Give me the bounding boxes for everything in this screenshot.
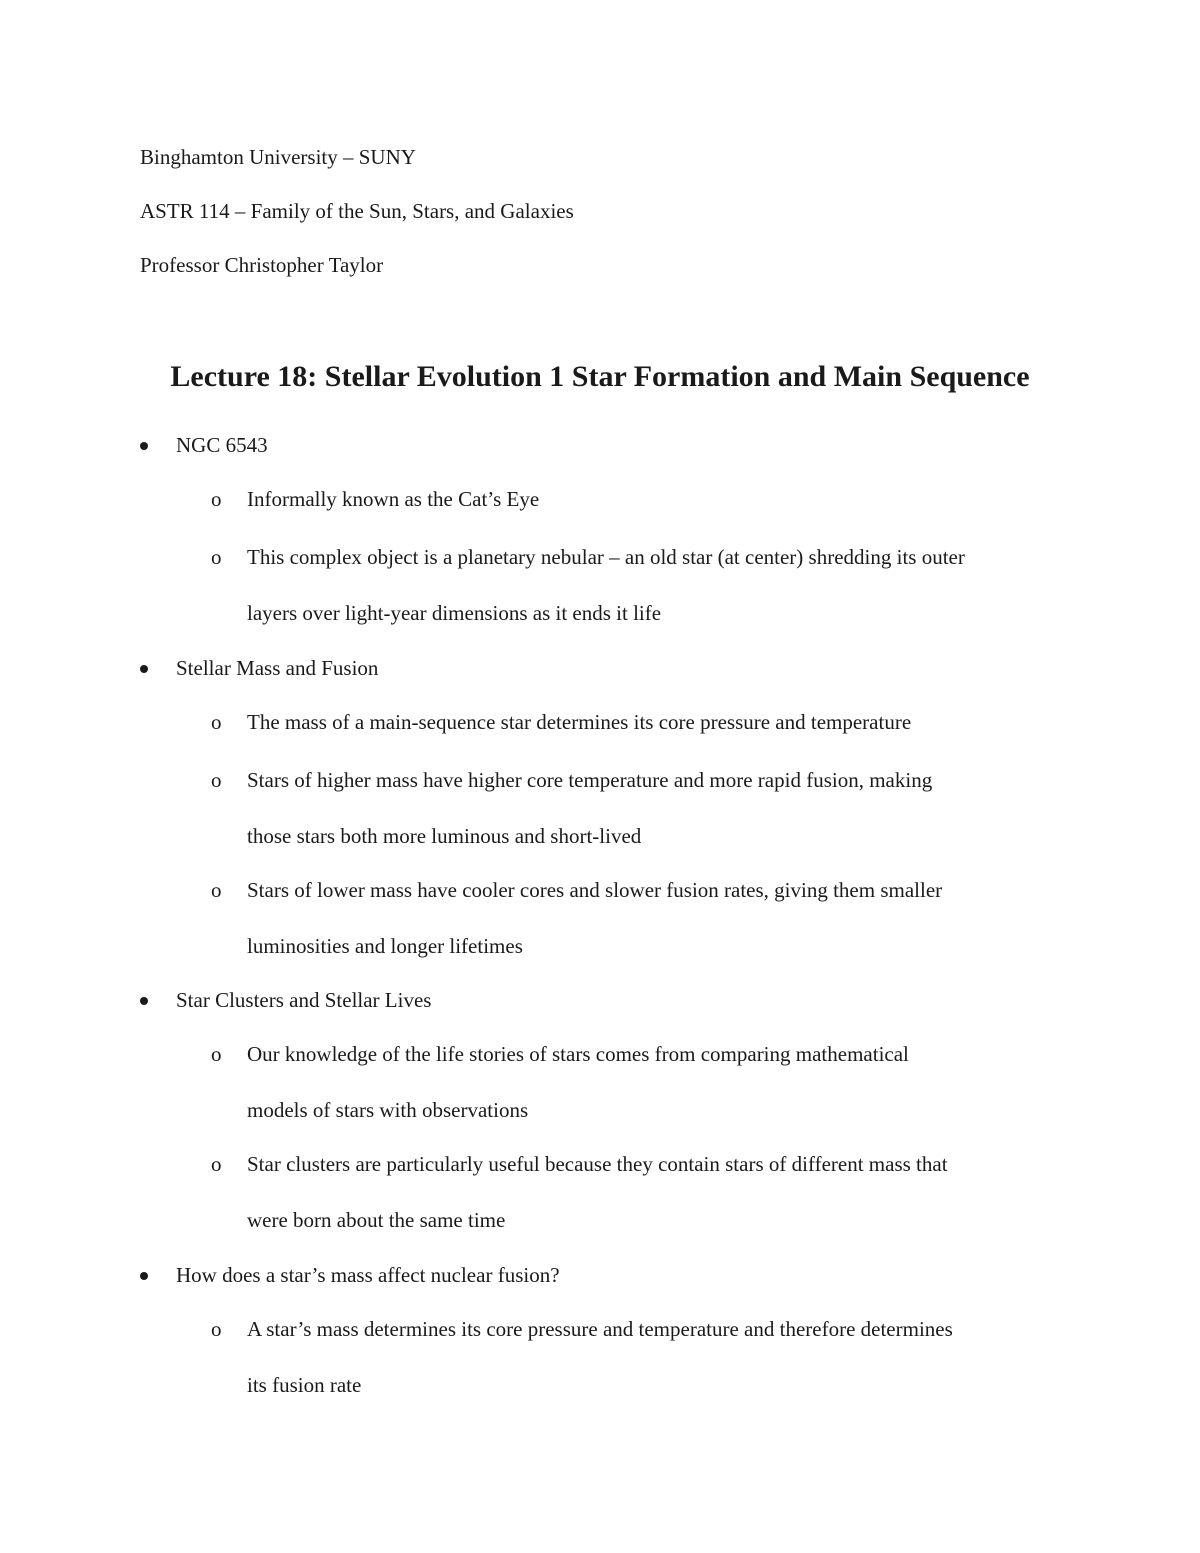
circle-bullet-icon: o xyxy=(211,1152,222,1176)
section-heading-text: Stellar Mass and Fusion xyxy=(176,656,379,680)
university-line: Binghamton University – SUNY xyxy=(140,145,416,169)
circle-bullet-icon: o xyxy=(211,545,222,569)
circle-bullet-icon: o xyxy=(211,1042,222,1066)
list-item-text: Stars of lower mass have cooler cores and slower fusion rates, giving them smaller xyxy=(247,878,943,902)
course-line: ASTR 114 – Family of the Sun, Stars, and Galaxies xyxy=(140,199,574,223)
list-item-continuation: luminosities and longer lifetimes xyxy=(247,934,523,958)
bullet-icon xyxy=(140,1272,148,1280)
list-item-text: Our knowledge of the life stories of stars comes from comparing mathematical xyxy=(247,1042,909,1066)
list-item-continuation: were born about the same time xyxy=(247,1208,506,1232)
circle-bullet-icon: o xyxy=(211,768,222,792)
list-item-continuation: layers over light-year dimensions as it ends it life xyxy=(247,601,662,625)
list-item-text: Informally known as the Cat’s Eye xyxy=(247,487,540,511)
list-item-text: Star clusters are particularly useful because they contain stars of different mass that xyxy=(247,1152,948,1176)
circle-bullet-icon: o xyxy=(211,878,222,902)
bullet-icon xyxy=(140,442,148,450)
lecture-title: Lecture 18: Stellar Evolution 1 Star Formation and Main Sequence xyxy=(170,360,1030,393)
list-item-continuation: its fusion rate xyxy=(247,1373,362,1397)
bullet-icon xyxy=(140,997,148,1005)
list-item-text: A star’s mass determines its core pressure and temperature and therefore determines xyxy=(247,1317,953,1341)
section-heading-text: How does a star’s mass affect nuclear fusion? xyxy=(176,1263,560,1287)
list-item-text: This complex object is a planetary nebular – an old star (at center) shredding its outer xyxy=(247,545,965,569)
section-heading-text: Star Clusters and Stellar Lives xyxy=(176,988,432,1012)
circle-bullet-icon: o xyxy=(211,1317,222,1341)
list-item-text: The mass of a main-sequence star determines its core pressure and temperature xyxy=(247,710,912,734)
list-item-continuation: models of stars with observations xyxy=(247,1098,529,1122)
circle-bullet-icon: o xyxy=(211,710,222,734)
list-item-text: Stars of higher mass have higher core temperature and more rapid fusion, making xyxy=(247,768,933,792)
list-item-continuation: those stars both more luminous and short-lived xyxy=(247,824,642,848)
professor-line: Professor Christopher Taylor xyxy=(140,253,384,277)
bullet-icon xyxy=(140,665,148,673)
circle-bullet-icon: o xyxy=(211,487,222,511)
section-heading-text: NGC 6543 xyxy=(176,433,268,457)
